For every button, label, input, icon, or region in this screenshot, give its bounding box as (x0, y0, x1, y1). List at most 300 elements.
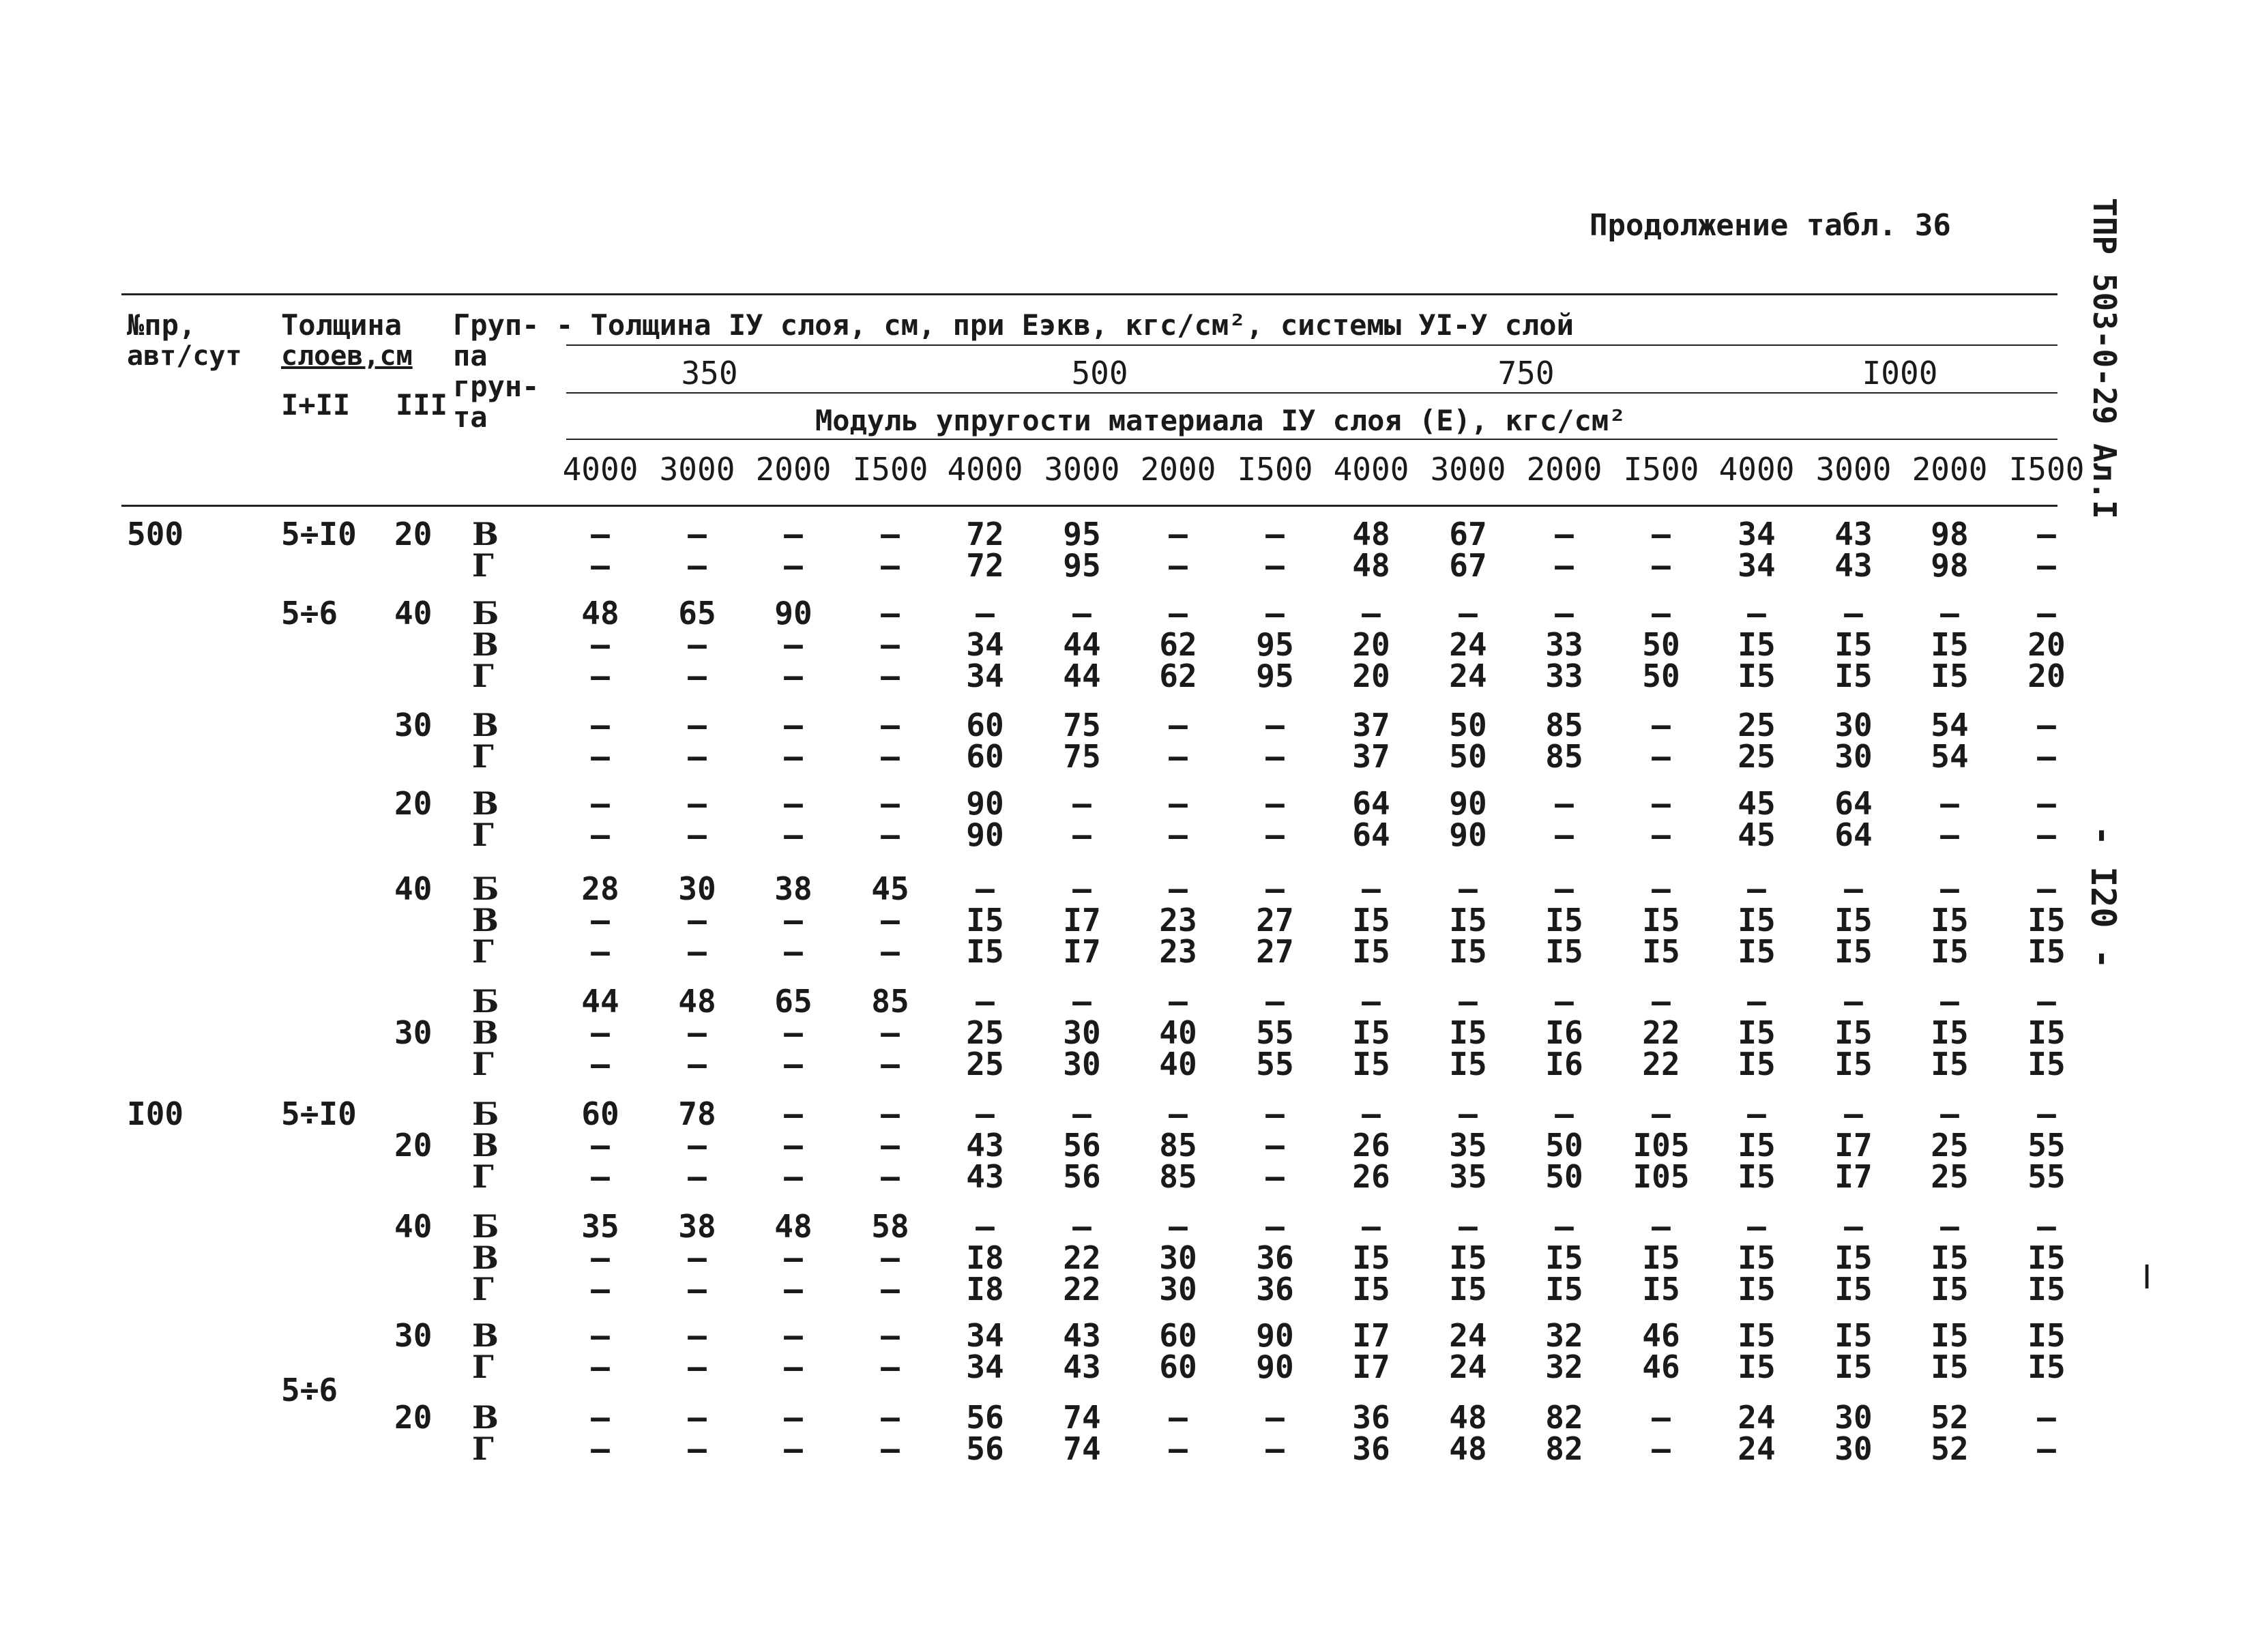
table-cell: – (2037, 1208, 2056, 1245)
table-cell: I5 (2027, 1271, 2066, 1308)
row-group-letter: Г (472, 1430, 494, 1467)
eekv-350: 350 (681, 355, 738, 392)
table-cell: 30 (1834, 707, 1873, 743)
margin-mark: I (2142, 1258, 2152, 1297)
table-cell: 67 (1449, 516, 1487, 552)
table-cell: – (591, 1158, 610, 1195)
table-cell: 30 (1063, 1014, 1101, 1051)
table-cell: 82 (1545, 1399, 1583, 1436)
table-cell: – (1265, 983, 1285, 1020)
table-cell: I5 (1545, 1271, 1583, 1308)
row-np: 500 (127, 516, 184, 552)
table-cell: 50 (1545, 1127, 1583, 1164)
table-cell: 38 (774, 870, 812, 907)
table-cell: 45 (1738, 785, 1776, 822)
table-cell: I5 (1931, 902, 1969, 939)
table-cell: 34 (966, 1348, 1004, 1385)
table-cell: 24 (1449, 1348, 1487, 1385)
table-cell: 22 (1642, 1046, 1680, 1082)
row-group-letter: Б (472, 1095, 499, 1132)
table-cell: 25 (1931, 1127, 1969, 1164)
table-cell: I5 (1834, 1348, 1873, 1385)
table-cell: – (1652, 1399, 1671, 1436)
table-cell: – (591, 1317, 610, 1354)
table-cell: – (784, 1271, 803, 1308)
table-cell: 44 (1063, 626, 1101, 663)
table-cell: – (1072, 1208, 1092, 1245)
row-thickness-3: 40 (394, 595, 433, 632)
table-cell: 78 (678, 1095, 716, 1132)
table-cell: 56 (966, 1430, 1004, 1467)
table-cell: 32 (1545, 1348, 1583, 1385)
row-group-letter: Г (472, 658, 494, 694)
table-cell: – (591, 738, 610, 775)
table-cell: – (881, 516, 900, 552)
table-cell: 24 (1449, 1317, 1487, 1354)
table-cell: 23 (1159, 902, 1197, 939)
table-cell: – (1940, 595, 1959, 632)
table-cell: – (1940, 1095, 1959, 1132)
table-cell: – (2037, 707, 2056, 743)
table-cell: – (1169, 595, 1188, 632)
table-cell: – (591, 707, 610, 743)
table-cell: – (688, 516, 707, 552)
group-header-line1: Груп- (453, 308, 540, 342)
table-cell: I5 (1834, 1046, 1873, 1082)
table-cell: I5 (1352, 933, 1390, 970)
table-cell: 85 (871, 983, 909, 1020)
table-cell: 55 (2027, 1127, 2066, 1164)
table-cell: I8 (966, 1271, 1004, 1308)
table-cell: – (2037, 870, 2056, 907)
table-cell: – (881, 933, 900, 970)
table-cell: I5 (1738, 1014, 1776, 1051)
row-thickness-3: 20 (394, 1399, 433, 1436)
table-cell: 50 (1642, 626, 1680, 663)
table-cell: – (688, 1317, 707, 1354)
row-group-letter: В (472, 626, 499, 663)
table-cell: 65 (774, 983, 812, 1020)
table-cell: – (1555, 870, 1574, 907)
group-header-line3: грун- (453, 370, 540, 403)
table-cell: 36 (1352, 1399, 1390, 1436)
table-cell: – (1169, 547, 1188, 584)
table-cell: 48 (678, 983, 716, 1020)
table-caption: Продолжение табл. 36 (1590, 208, 1951, 243)
table-cell: I6 (1545, 1014, 1583, 1051)
table-cell: I5 (1738, 1317, 1776, 1354)
thickness-header-line1: Толщина (281, 308, 402, 342)
table-cell: 22 (1063, 1239, 1101, 1276)
table-cell: – (1265, 1430, 1285, 1467)
thickness-header-line2: слоев,см (281, 340, 413, 372)
group-header-line2: па (453, 339, 488, 372)
table-cell: – (688, 1158, 707, 1195)
table-cell: – (881, 902, 900, 939)
table-cell: – (688, 707, 707, 743)
table-cell: – (2037, 547, 2056, 584)
table-cell: – (784, 816, 803, 853)
table-cell: – (881, 1158, 900, 1195)
table-cell: – (881, 626, 900, 663)
table-cell: I5 (1834, 1317, 1873, 1354)
table-cell: – (1265, 1208, 1285, 1245)
table-cell: – (2037, 983, 2056, 1020)
table-cell: 60 (966, 738, 1004, 775)
table-cell: – (1652, 870, 1671, 907)
table-cell: 30 (1834, 738, 1873, 775)
table-cell: – (591, 626, 610, 663)
table-cell: I5 (1738, 658, 1776, 694)
table-cell: I5 (1834, 1239, 1873, 1276)
modulus-value-12: 4000 (1718, 451, 1795, 488)
table-cell: – (1652, 595, 1671, 632)
table-cell: – (1555, 547, 1574, 584)
table-cell: 58 (871, 1208, 909, 1245)
table-cell: 48 (1449, 1430, 1487, 1467)
table-cell: I5 (1738, 1348, 1776, 1385)
table-cell: – (2037, 516, 2056, 552)
table-cell: – (1555, 516, 1574, 552)
table-cell: – (688, 902, 707, 939)
table-cell: 60 (1159, 1348, 1197, 1385)
table-cell: – (688, 785, 707, 822)
table-cell: – (976, 1095, 995, 1132)
table-cell: I5 (1738, 1158, 1776, 1195)
table-cell: 95 (1256, 658, 1294, 694)
table-cell: 22 (1063, 1271, 1101, 1308)
table-cell: – (688, 1348, 707, 1385)
table-cell: 36 (1256, 1271, 1294, 1308)
table-cell: 60 (1159, 1317, 1197, 1354)
table-cell: – (1555, 1208, 1574, 1245)
table-cell: 48 (774, 1208, 812, 1245)
modulus-value-2: 2000 (755, 451, 832, 488)
table-cell: – (784, 785, 803, 822)
table-cell: 50 (1449, 738, 1487, 775)
table-cell: – (591, 658, 610, 694)
table-cell: 72 (966, 516, 1004, 552)
row-np: I00 (127, 1095, 184, 1132)
table-cell: – (1844, 870, 1863, 907)
table-cell: – (1362, 983, 1381, 1020)
table-cell: – (881, 547, 900, 584)
document-code: ТПР 503-0-29 Ал.I (2086, 198, 2123, 519)
thickness-sub-12: I+II (281, 388, 351, 422)
table-cell: I7 (1834, 1158, 1873, 1195)
table-cell: I7 (1834, 1127, 1873, 1164)
table-cell: 62 (1159, 658, 1197, 694)
row-thickness-3: 40 (394, 1208, 433, 1245)
modulus-value-10: 2000 (1526, 451, 1602, 488)
np-header-line1: №пр, (127, 308, 196, 342)
table-cell: – (1652, 1430, 1671, 1467)
table-cell: – (2037, 816, 2056, 853)
row-thickness-3: 20 (394, 1127, 433, 1164)
table-cell: 20 (1352, 658, 1390, 694)
table-cell: I5 (1738, 626, 1776, 663)
table-cell: – (688, 626, 707, 663)
table-cell: 24 (1449, 658, 1487, 694)
row-thickness-3: 40 (394, 870, 433, 907)
row-group-letter: В (472, 1014, 499, 1051)
table-cell: 95 (1256, 626, 1294, 663)
table-cell: I5 (1834, 1014, 1873, 1051)
table-cell: – (1169, 1399, 1188, 1436)
table-cell: – (1555, 785, 1574, 822)
table-cell: 56 (1063, 1127, 1101, 1164)
table-cell: I5 (1931, 1317, 1969, 1354)
table-cell: – (881, 707, 900, 743)
table-cell: 36 (1352, 1430, 1390, 1467)
table-cell: – (881, 1127, 900, 1164)
row-group-letter: Г (472, 1271, 494, 1308)
table-cell: I5 (1931, 933, 1969, 970)
table-cell: I5 (1545, 933, 1583, 970)
table-cell: I5 (2027, 902, 2066, 939)
table-cell: – (881, 785, 900, 822)
row-group-letter: Г (472, 816, 494, 853)
table-cell: 22 (1642, 1014, 1680, 1051)
table-cell: 37 (1352, 707, 1390, 743)
table-cell: 46 (1642, 1317, 1680, 1354)
table-cell: – (591, 1127, 610, 1164)
table-cell: 25 (966, 1014, 1004, 1051)
table-cell: – (1652, 785, 1671, 822)
table-cell: 25 (1931, 1158, 1969, 1195)
table-cell: 30 (1159, 1271, 1197, 1308)
table-cell: – (1652, 816, 1671, 853)
table-cell: – (1940, 983, 1959, 1020)
table-cell: – (591, 816, 610, 853)
table-cell: 33 (1545, 658, 1583, 694)
row-group-letter: Г (472, 547, 494, 584)
table-cell: – (976, 1208, 995, 1245)
table-cell: I5 (2027, 1317, 2066, 1354)
row-group-letter: В (472, 1399, 499, 1436)
table-cell: 37 (1352, 738, 1390, 775)
table-cell: 54 (1931, 707, 1969, 743)
table-cell: 75 (1063, 707, 1101, 743)
table-cell: – (784, 626, 803, 663)
table-cell: – (1844, 1208, 1863, 1245)
table-cell: – (591, 1046, 610, 1082)
table-cell: – (784, 1430, 803, 1467)
table-cell: 48 (1449, 1399, 1487, 1436)
table-cell: – (1652, 707, 1671, 743)
table-cell: 35 (1449, 1158, 1487, 1195)
row-group-letter: Г (472, 738, 494, 775)
modulus-value-7: I500 (1237, 451, 1313, 488)
table-cell: – (591, 547, 610, 584)
table-cell: 82 (1545, 1430, 1583, 1467)
np-header-line2: авт/сут (127, 340, 242, 372)
table-cell: 67 (1449, 547, 1487, 584)
table-cell: I5 (1834, 1271, 1873, 1308)
table-cell: – (1362, 1095, 1381, 1132)
table-cell: 90 (1256, 1348, 1294, 1385)
table-cell: 56 (966, 1399, 1004, 1436)
row-thickness-3: 30 (394, 1014, 433, 1051)
table-cell: 75 (1063, 738, 1101, 775)
table-cell: – (1169, 1430, 1188, 1467)
table-cell: – (1555, 983, 1574, 1020)
table-cell: I5 (1931, 626, 1969, 663)
row-group-letter: В (472, 516, 499, 552)
table-cell: I5 (1449, 1239, 1487, 1276)
table-cell: – (881, 1348, 900, 1385)
table-cell: I5 (2027, 1046, 2066, 1082)
table-cell: – (1555, 816, 1574, 853)
table-cell: 64 (1834, 785, 1873, 822)
table-cell: 30 (678, 870, 716, 907)
table-cell: I5 (1738, 1127, 1776, 1164)
row-group-letter: Г (472, 1348, 494, 1385)
table-cell: 35 (581, 1208, 619, 1245)
table-cell: – (688, 1239, 707, 1276)
table-cell: – (688, 1014, 707, 1051)
table-cell: 43 (1063, 1317, 1101, 1354)
table-cell: – (688, 1127, 707, 1164)
table-cell: I5 (2027, 1239, 2066, 1276)
group-header-line4: та (453, 400, 488, 434)
table-cell: I7 (1352, 1348, 1390, 1385)
table-cell: 46 (1642, 1348, 1680, 1385)
table-cell: 43 (966, 1127, 1004, 1164)
table-cell: – (1265, 516, 1285, 552)
table-cell: 74 (1063, 1399, 1101, 1436)
table-cell: I5 (1931, 1014, 1969, 1051)
row-group-letter: В (472, 707, 499, 743)
table-cell: – (1169, 738, 1188, 775)
table-cell: 60 (581, 1095, 619, 1132)
table-cell: – (881, 738, 900, 775)
table-cell: I7 (1352, 1317, 1390, 1354)
row-thickness-12: 5÷6 (281, 1372, 338, 1408)
table-cell: 45 (871, 870, 909, 907)
table-cell: 32 (1545, 1317, 1583, 1354)
table-cell: – (881, 1014, 900, 1051)
table-cell: 52 (1931, 1399, 1969, 1436)
modulus-value-11: I500 (1623, 451, 1699, 488)
table-cell: 74 (1063, 1430, 1101, 1467)
table-cell: – (881, 1271, 900, 1308)
table-cell: – (1844, 595, 1863, 632)
table-cell: 50 (1545, 1158, 1583, 1195)
table-cell: 48 (1352, 516, 1390, 552)
modulus-value-1: 3000 (659, 451, 735, 488)
table-cell: 24 (1449, 626, 1487, 663)
table-cell: – (688, 547, 707, 584)
table-cell: – (1940, 870, 1959, 907)
table-cell: I5 (1738, 902, 1776, 939)
table-cell: 25 (1738, 707, 1776, 743)
table-cell: – (1844, 1095, 1863, 1132)
table-cell: I5 (1738, 933, 1776, 970)
table-cell: – (1265, 816, 1285, 853)
table-cell: – (1747, 1095, 1766, 1132)
table-cell: 50 (1449, 707, 1487, 743)
table-cell: I5 (1931, 1271, 1969, 1308)
table-cell: I5 (1545, 1239, 1583, 1276)
table-cell: I5 (1931, 658, 1969, 694)
table-cell: – (591, 1430, 610, 1467)
table-cell: – (784, 1095, 803, 1132)
table-cell: – (688, 658, 707, 694)
table-cell: – (1459, 1095, 1478, 1132)
row-thickness-12: 5÷I0 (281, 1095, 357, 1132)
table-cell: 65 (678, 595, 716, 632)
table-cell: 98 (1931, 547, 1969, 584)
table-cell: 90 (1449, 785, 1487, 822)
eekv-500: 500 (1071, 355, 1128, 392)
table-cell: – (881, 1399, 900, 1436)
table-cell: – (591, 785, 610, 822)
table-cell: 55 (1256, 1014, 1294, 1051)
table-cell: 27 (1256, 902, 1294, 939)
table-cell: 44 (1063, 658, 1101, 694)
table-cell: I5 (966, 933, 1004, 970)
table-cell: 40 (1159, 1046, 1197, 1082)
table-cell: – (1265, 547, 1285, 584)
table-cell: – (2037, 1430, 2056, 1467)
table-cell: – (784, 1317, 803, 1354)
table-cell: – (784, 1348, 803, 1385)
table-cell: – (688, 816, 707, 853)
table-cell: – (1169, 983, 1188, 1020)
table-cell: – (976, 595, 995, 632)
modulus-value-0: 4000 (562, 451, 639, 488)
table-cell: 85 (1159, 1158, 1197, 1195)
table-cell: I05 (1632, 1127, 1690, 1164)
table-cell: – (591, 1348, 610, 1385)
table-cell: – (591, 902, 610, 939)
row-group-letter: Г (472, 933, 494, 970)
table-cell: I5 (1352, 902, 1390, 939)
table-cell: I5 (1449, 902, 1487, 939)
row-thickness-12: 5÷6 (281, 595, 338, 632)
table-cell: – (1265, 785, 1285, 822)
table-cell: 95 (1063, 516, 1101, 552)
table-cell: – (976, 870, 995, 907)
table-cell: – (1072, 595, 1092, 632)
table-cell: 62 (1159, 626, 1197, 663)
table-cell: I5 (1834, 902, 1873, 939)
table-cell: I5 (1931, 1239, 1969, 1276)
table-cell: – (2037, 1399, 2056, 1436)
table-cell: – (1747, 870, 1766, 907)
table-cell: – (1169, 1095, 1188, 1132)
table-cell: 34 (966, 1317, 1004, 1354)
table-cell: – (1072, 870, 1092, 907)
row-group-letter: Г (472, 1158, 494, 1195)
table-cell: 43 (1834, 547, 1873, 584)
row-group-letter: Б (472, 595, 499, 632)
table-cell: 64 (1352, 785, 1390, 822)
table-cell: – (591, 1239, 610, 1276)
row-group-letter: В (472, 1239, 499, 1276)
table-cell: – (2037, 785, 2056, 822)
row-group-letter: В (472, 1317, 499, 1354)
table-cell: 20 (1352, 626, 1390, 663)
table-cell: – (591, 933, 610, 970)
table-cell: I5 (1834, 658, 1873, 694)
table-cell: – (1362, 595, 1381, 632)
modulus-value-3: I500 (852, 451, 928, 488)
row-group-letter: Б (472, 983, 499, 1020)
modulus-value-9: 3000 (1430, 451, 1506, 488)
row-group-letter: В (472, 785, 499, 822)
